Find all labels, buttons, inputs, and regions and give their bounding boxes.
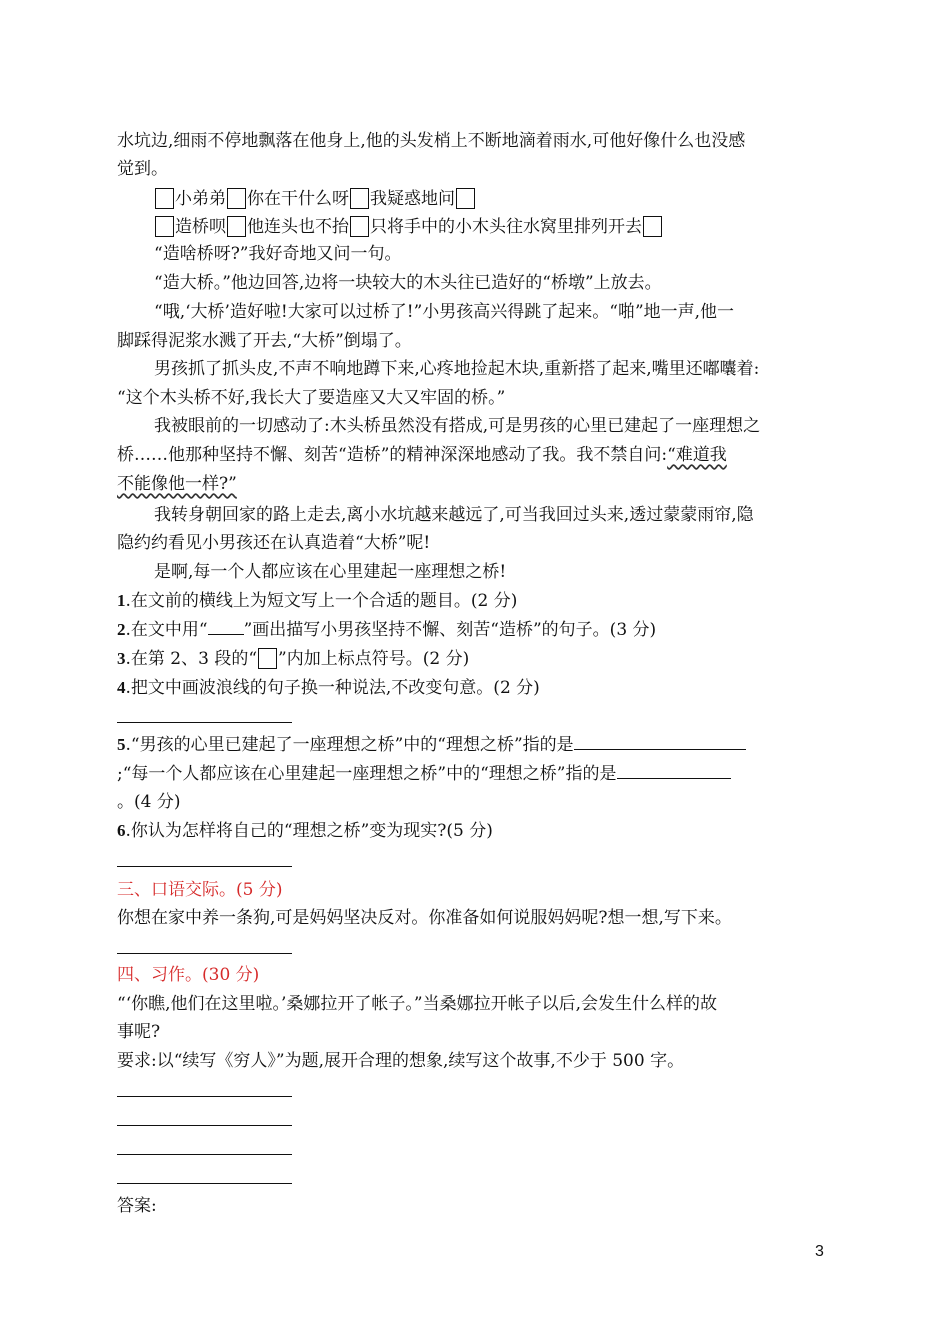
- question-5-end: 。(4 分): [117, 792, 181, 812]
- section-4-title: 四、习作。(30 分): [117, 965, 260, 985]
- question-5-continued: [117, 762, 837, 786]
- question-3: [117, 647, 837, 671]
- passage-paragraph-3: [154, 215, 837, 239]
- section-4-prompt: 事呢?: [117, 1022, 161, 1042]
- passage-text: 桥……他那种坚持不懈、刻苦“造桥”的精神深深地感动了我。我不禁自问:: [117, 445, 668, 465]
- passage-text: 我疑惑地问: [370, 189, 455, 209]
- question-text: .在文中用“: [125, 620, 208, 640]
- question-text: .在第 2、3 段的“: [125, 649, 258, 669]
- passage-paragraph-5: “造大桥。”他边回答,边将一块较大的木头往已造好的“桥墩”上放去。: [154, 273, 662, 293]
- passage-line: 我被眼前的一切感动了:木头桥虽然没有搭成,可是男孩的心里已建起了一座理想之: [154, 416, 761, 436]
- passage-text: 只将手中的小木头往水窝里排列开去: [370, 217, 642, 237]
- section-4-requirement: 要求:以“续写《穷人》”为题,展开合理的想象,续写这个故事,不少于 500 字。: [117, 1051, 685, 1071]
- question-text: .把文中画波浪线的句子换一种说法,不改变句意。(2 分): [125, 678, 540, 698]
- passage-line: 觉到。: [117, 159, 168, 179]
- passage-text: 你在干什么呀: [247, 189, 349, 209]
- answer-blank[interactable]: [574, 733, 746, 750]
- question-text: ;“每一个人都应该在心里建起一座理想之桥”中的“理想之桥”指的是: [117, 764, 617, 784]
- passage-text: 造桥呗: [175, 217, 226, 237]
- essay-line[interactable]: [117, 1096, 292, 1097]
- question-number: 2: [117, 620, 126, 639]
- question-text: .“男孩的心里已建起了一座理想之桥”中的“理想之桥”指的是: [125, 735, 574, 755]
- question-5: [117, 733, 837, 757]
- passage-line: 我转身朝回家的路上走去,离小水坑越来越远了,可当我回过头来,透过蒙蒙雨帘,隐: [154, 505, 754, 525]
- punctuation-box[interactable]: [155, 216, 174, 237]
- answer-line[interactable]: [117, 953, 292, 954]
- question-text: ”内加上标点符号。(2 分): [278, 649, 470, 669]
- passage-text: 小弟弟: [175, 189, 226, 209]
- answer-label: 答案:: [117, 1196, 157, 1216]
- question-number: 5: [117, 735, 126, 754]
- underline-sample: [208, 618, 244, 635]
- passage-paragraph-2: [154, 187, 837, 211]
- punctuation-box-sample: [258, 648, 277, 669]
- essay-line[interactable]: [117, 1125, 292, 1126]
- wavy-underlined-sentence: “难道我: [667, 445, 727, 465]
- answer-line[interactable]: [117, 722, 292, 723]
- passage-line: [117, 472, 837, 496]
- punctuation-box[interactable]: [227, 188, 246, 209]
- answer-blank[interactable]: [617, 762, 731, 779]
- question-text: .在文前的横线上为短文写上一个合适的题目。(2 分): [125, 591, 518, 611]
- essay-line[interactable]: [117, 1154, 292, 1155]
- passage-line: [117, 443, 837, 467]
- question-text: .你认为怎样将自己的“理想之桥”变为现实?(5 分): [125, 821, 493, 841]
- passage-line: 脚踩得泥浆水溅了开去,“大桥”倒塌了。: [117, 331, 412, 351]
- passage-text: 他连头也不抬: [247, 217, 349, 237]
- question-1: [117, 589, 837, 613]
- passage-line: 男孩抓了抓头皮,不声不响地蹲下来,心疼地捡起木块,重新搭了起来,嘴里还嘟囔着:: [154, 359, 760, 379]
- passage-line: 隐约约看见小男孩还在认真造着“大桥”呢!: [117, 533, 431, 553]
- question-text: ”画出描写小男孩坚持不懈、刻苦“造桥”的句子。(3 分): [243, 620, 657, 640]
- punctuation-box[interactable]: [350, 216, 369, 237]
- passage-line: 是啊,每一个人都应该在心里建起一座理想之桥!: [154, 562, 507, 582]
- punctuation-box[interactable]: [227, 216, 246, 237]
- punctuation-box[interactable]: [643, 216, 662, 237]
- question-number: 1: [117, 591, 126, 610]
- question-number: 6: [117, 821, 126, 840]
- question-number: 4: [117, 678, 126, 697]
- wavy-underlined-sentence: 不能像他一样?”: [117, 474, 237, 494]
- passage-line: “这个木头桥不好,我长大了要造座又大又牢固的桥。”: [117, 388, 506, 408]
- section-3-title: 三、口语交际。(5 分): [117, 880, 283, 900]
- passage-line: 水坑边,细雨不停地飘落在他身上,他的头发梢上不断地滴着雨水,可他好像什么也没感: [117, 131, 746, 151]
- essay-line[interactable]: [117, 1183, 292, 1184]
- question-2: [117, 618, 837, 642]
- question-6: [117, 819, 837, 843]
- punctuation-box[interactable]: [155, 188, 174, 209]
- passage-line: “哦,‘大桥’造好啦!大家可以过桥了!”小男孩高兴得跳了起来。“啪”地一声,他一: [154, 302, 735, 322]
- answer-line[interactable]: [117, 866, 292, 867]
- punctuation-box[interactable]: [456, 188, 475, 209]
- section-4-prompt: “‘你瞧,他们在这里啦。’桑娜拉开了帐子。”当桑娜拉开帐子以后,会发生什么样的故: [117, 994, 717, 1014]
- page-number: 3: [815, 1243, 824, 1260]
- punctuation-box[interactable]: [350, 188, 369, 209]
- question-number: 3: [117, 649, 126, 668]
- question-4: [117, 676, 837, 700]
- passage-paragraph-4: “造啥桥呀?”我好奇地又问一句。: [154, 244, 402, 264]
- section-3-prompt: 你想在家中养一条狗,可是妈妈坚决反对。你准备如何说服妈妈呢?想一想,写下来。: [117, 908, 732, 928]
